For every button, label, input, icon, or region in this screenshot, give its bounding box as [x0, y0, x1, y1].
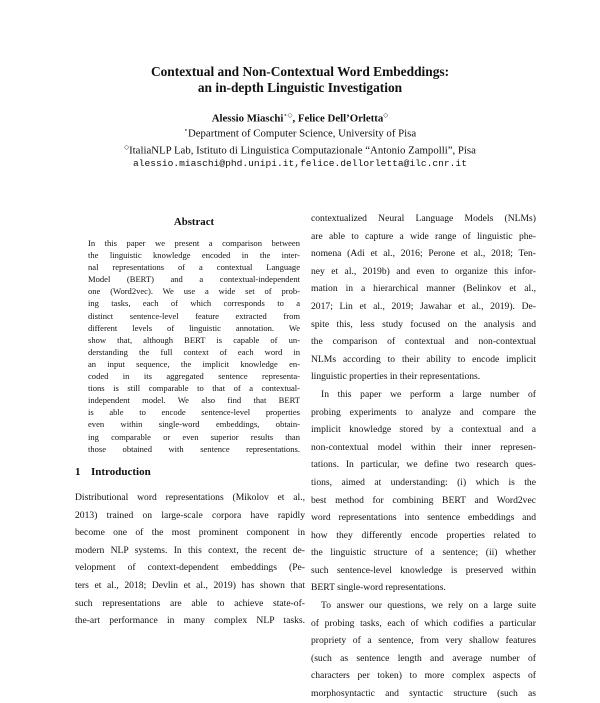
text-line: To answer our questions, we rely on a large suite: [321, 600, 536, 612]
text-line: is able to encode sentence-level properties: [88, 407, 300, 418]
affiliation-text: ItaliaNLP Lab, Istituto di Linguistica Computazionale “Antonio Zampolli”, Pisa: [129, 144, 476, 157]
abstract-heading: Abstract: [173, 216, 215, 228]
text-line: tations. In particular, we define two research ques-: [311, 459, 536, 471]
text-line: the linguistic structure of a sentence; (ii) whether: [311, 547, 536, 559]
text-line: such representations are able to achieve state-of-: [75, 597, 305, 609]
text-line: such sentence-level knowledge is preserved within: [311, 564, 536, 576]
abstract-body: [88, 237, 300, 455]
text-line: spite this, less study focused on the analysis and: [311, 318, 536, 330]
text-line: nomena (Adi et al., 2016; Perone et al., 2018; Ten-: [311, 248, 536, 260]
text-line: NLMs according to their ability to encode implicit: [311, 353, 536, 365]
text-line: velopment of context-dependent embeddings (Pe-: [75, 562, 305, 574]
paragraph: [311, 210, 536, 386]
text-line: (such as sentence length and average number of: [311, 652, 536, 664]
text-line: show that, although BERT is capable of un-: [88, 334, 300, 345]
paragraph: [311, 386, 536, 597]
text-line: tions is still comparable to that of a contextual-: [88, 383, 300, 394]
text-line: of probing tasks, each of which codifies a particular: [311, 617, 536, 629]
text-line: propriety of a sentence, from very shallow features: [311, 635, 536, 647]
section-number: 1: [75, 466, 81, 478]
affiliation-1: [0, 124, 600, 141]
text-line: independent model. We also find that BERT: [88, 395, 300, 406]
text-line: the linguistic knowledge encoded in the inter-: [88, 250, 300, 261]
text-line: ters et al., 2018; Devlin et al., 2019) has shown that: [75, 579, 305, 591]
affiliation-mark: ⋆: [183, 127, 188, 134]
author-affiliation-marks: ⋆◇: [283, 112, 293, 119]
text-line: 2013) trained on large-scale corpora have rapidly: [75, 509, 305, 521]
text-line: word representations into sentence embeddings and: [311, 512, 536, 524]
paper-title-line-1: Contextual and Non-Contextual Word Embeddings:: [150, 64, 450, 79]
paper-title-line-2: an in-depth Linguistic Investigation: [197, 80, 403, 95]
text-line: In this paper we present a comparison between: [88, 238, 300, 248]
author-name: Felice Dell’Orletta: [297, 112, 384, 125]
text-line: morphosyntactic and syntactic structure (such as: [311, 688, 536, 700]
text-line: become one of the most prominent component in: [75, 527, 305, 539]
author-separator: ,: [292, 112, 298, 125]
text-line: the-art performance in many complex NLP tasks.: [75, 615, 305, 627]
text-line: BERT single-word representations.: [311, 582, 446, 594]
text-line: tions, aimed at understanding: (i) which is the: [311, 476, 536, 488]
affiliation-2: [0, 141, 600, 158]
text-line: Model (BERT) and a contextual-independent: [88, 274, 300, 285]
text-line: an input sequence, the implicit knowledge en-: [88, 358, 300, 369]
author-emails: alessio.miaschi@phd.unipi.it,felice.dellorletta@ilc.cnr.it: [133, 158, 467, 169]
text-line: modern NLP systems. In this context, the recent de-: [75, 544, 305, 556]
text-line: nal representations of a contextual Language: [88, 262, 300, 273]
affiliation-text: Department of Computer Science, University of Pisa: [187, 127, 417, 140]
text-line: those obtained with sentence representations.: [88, 443, 300, 454]
text-line: different levels of linguistic annotation. We: [88, 322, 300, 333]
text-line: best method for combining BERT and Word2vec: [311, 494, 536, 506]
text-line: ing comparable or even superior results than: [88, 431, 300, 442]
text-line: one (Word2vec). We use a wide set of prob-: [88, 286, 300, 297]
text-line: derstanding the full context of each word in: [88, 346, 300, 357]
text-line: probing experiments to analyze and compare the: [311, 406, 536, 418]
text-line: coded in its aggregated sentence representa-: [88, 371, 300, 382]
text-line: even within single-word embeddings, obtain-: [88, 419, 300, 430]
affiliation-mark: ◇: [124, 144, 130, 151]
text-line: ney et al., 2019b) and even to organize this infor-: [311, 265, 536, 277]
text-line: non-contextual model within their inner represen-: [311, 441, 536, 453]
author-affiliation-marks: ◇: [383, 112, 389, 119]
right-column-body: [311, 210, 536, 703]
text-line: ing tasks, each of which corresponds to a: [88, 298, 300, 309]
text-line: distinct sentence-level feature extracted from: [88, 310, 300, 321]
text-line: the comparison of contextual and non-contextual: [311, 336, 536, 348]
text-line: are able to capture a wide range of linguistic phe-: [311, 230, 536, 242]
section-heading-introduction: [75, 465, 305, 479]
text-line: mation in a hierarchical manner (Belinkov et al.,: [311, 283, 536, 295]
text-line: characters per token) to more complex aspects of: [311, 670, 536, 682]
paragraph: [311, 597, 536, 703]
text-line: implicit knowledge stored by a contextual and a: [311, 424, 536, 436]
section-title: Introduction: [91, 466, 151, 478]
text-line: how they differently encode properties related to: [311, 529, 536, 541]
author-name: Alessio Miaschi: [211, 112, 284, 125]
text-line: 2017; Lin et al., 2019; Jawahar et al., 2019). De-: [311, 300, 536, 312]
text-line: contextualized Neural Language Models (NLMs): [311, 213, 536, 224]
text-line: Distributional word representations (Mikolov et al.,: [75, 492, 305, 503]
introduction-body: [75, 489, 305, 630]
text-line: In this paper we perform a large number of: [321, 388, 536, 400]
text-line: linguistic properties in their representations.: [311, 371, 481, 383]
